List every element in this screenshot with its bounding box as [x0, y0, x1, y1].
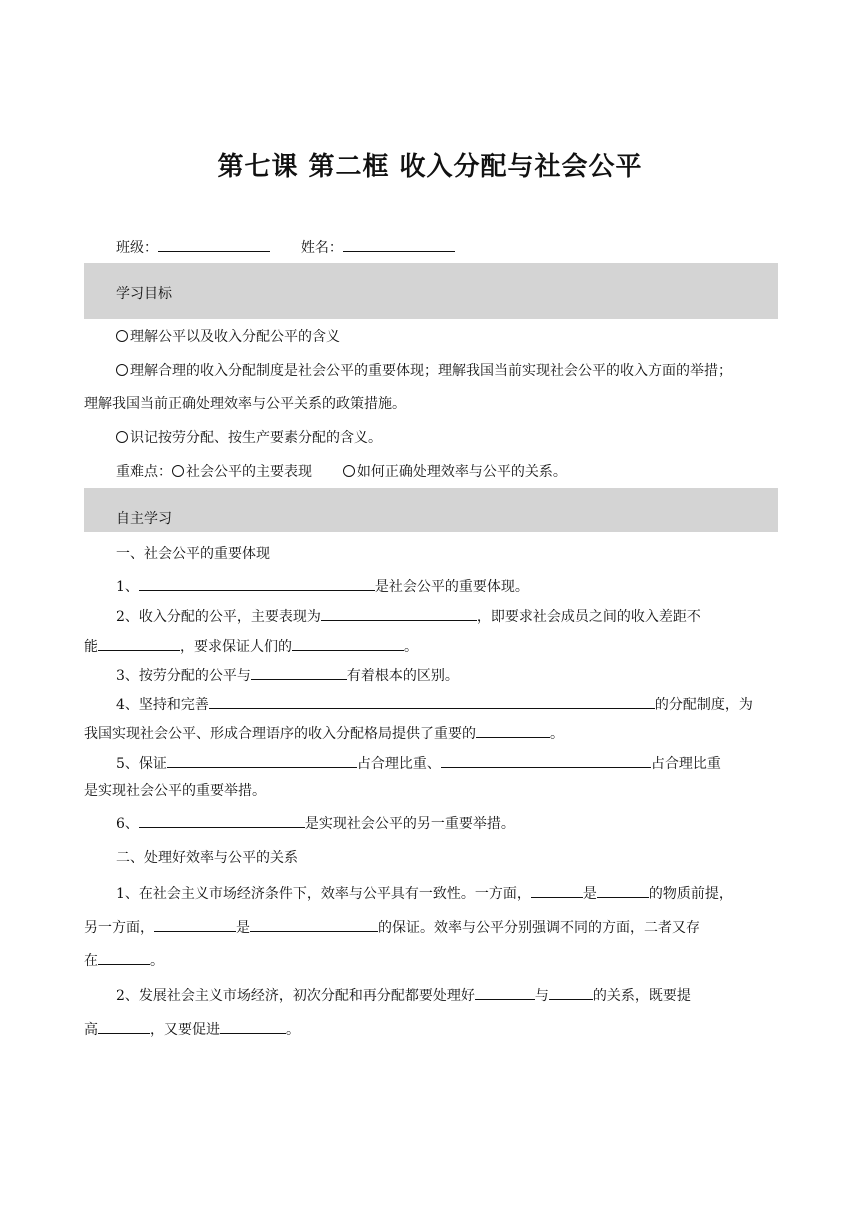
fill-blank[interactable]: [251, 664, 347, 680]
part1-heading: 一、社会公平的重要体现: [116, 546, 270, 562]
circle-bullet-icon: [343, 465, 355, 477]
objective-item: 理解公平以及收入分配公平的含义: [116, 327, 340, 347]
fill-blank[interactable]: [209, 693, 655, 709]
fill-blank[interactable]: [154, 916, 236, 932]
part2-heading: 二、处理好效率与公平的关系: [116, 850, 298, 866]
fill-blank[interactable]: [98, 1018, 150, 1034]
fill-blank[interactable]: [597, 882, 649, 898]
part2-question-2: 2、发展社会主义市场经济，初次分配和再分配都要处理好 与 的关系，既要提: [116, 984, 691, 1006]
question-5-cont: 是实现社会公平的重要举措。: [84, 783, 266, 799]
objectives-heading: 学习目标: [116, 286, 172, 302]
part2-question-2-cont: 高 ，又要促进 。: [84, 1018, 300, 1040]
fill-blank[interactable]: [475, 984, 535, 1000]
question-6: 6、 是实现社会公平的另一重要举措。: [116, 812, 515, 834]
part2-question-1: 1、在社会主义市场经济条件下，效率与公平具有一致性。一方面， 是 的物质前提，: [116, 882, 733, 904]
fill-blank[interactable]: [98, 635, 180, 651]
question-3: 3、按劳分配的公平与 有着根本的区别。: [116, 664, 459, 686]
self-study-section-header: [84, 488, 778, 532]
question-4-cont: 我国实现社会公平、形成合理语序的收入分配格局提供了重要的 。: [84, 722, 564, 744]
fill-blank[interactable]: [250, 916, 378, 932]
fill-blank[interactable]: [139, 575, 375, 591]
key-label: 重难点：: [116, 464, 172, 480]
objective-item: 理解合理的收入分配制度是社会公平的重要体现；理解我国当前实现社会公平的收入方面的举措；: [116, 361, 732, 381]
part2-question-1-cont: 另一方面， 是 的保证。效率与公平分别强调不同的方面，二者又存: [84, 916, 700, 938]
fill-blank[interactable]: [98, 949, 150, 965]
fill-blank[interactable]: [549, 984, 593, 1000]
question-4: 4、坚持和完善 的分配制度，为: [116, 693, 753, 715]
key-points: 重难点： 社会公平的主要表现 如何正确处理效率与公平的关系。: [116, 464, 567, 480]
class-blank[interactable]: [158, 236, 270, 252]
fill-blank[interactable]: [220, 1018, 286, 1034]
fill-blank[interactable]: [531, 882, 583, 898]
page-title: 第七课 第二框 收入分配与社会公平: [217, 152, 643, 182]
circle-bullet-icon: [116, 330, 128, 342]
circle-bullet-icon: [172, 465, 184, 477]
name-label: 姓名：: [300, 240, 343, 256]
fill-blank[interactable]: [441, 752, 651, 768]
objective-item: 识记按劳分配、按生产要素分配的含义。: [116, 428, 382, 448]
circle-bullet-icon: [116, 431, 128, 443]
fill-blank[interactable]: [476, 722, 550, 738]
objective-item-cont: 理解我国当前正确处理效率与公平关系的政策措施。: [84, 396, 406, 412]
fill-blank[interactable]: [167, 752, 357, 768]
question-2-cont: 能 ，要求保证人们的 。: [84, 635, 418, 657]
class-label: 班级：: [116, 240, 158, 256]
question-5: 5、保证 占合理比重、 占合理比重: [116, 752, 721, 774]
question-2: 2、收入分配的公平，主要表现为 ，即要求社会成员之间的收入差距不: [116, 605, 701, 627]
part2-question-1-cont: 在 。: [84, 949, 164, 971]
fill-blank[interactable]: [139, 812, 305, 828]
fill-blank[interactable]: [292, 635, 404, 651]
objectives-section-header: [84, 263, 778, 319]
name-blank[interactable]: [343, 236, 455, 252]
student-info-line: [116, 236, 455, 258]
fill-blank[interactable]: [321, 605, 477, 621]
question-1: 1、 是社会公平的重要体现。: [116, 575, 529, 597]
self-study-heading: 自主学习: [116, 511, 172, 527]
circle-bullet-icon: [116, 364, 128, 376]
